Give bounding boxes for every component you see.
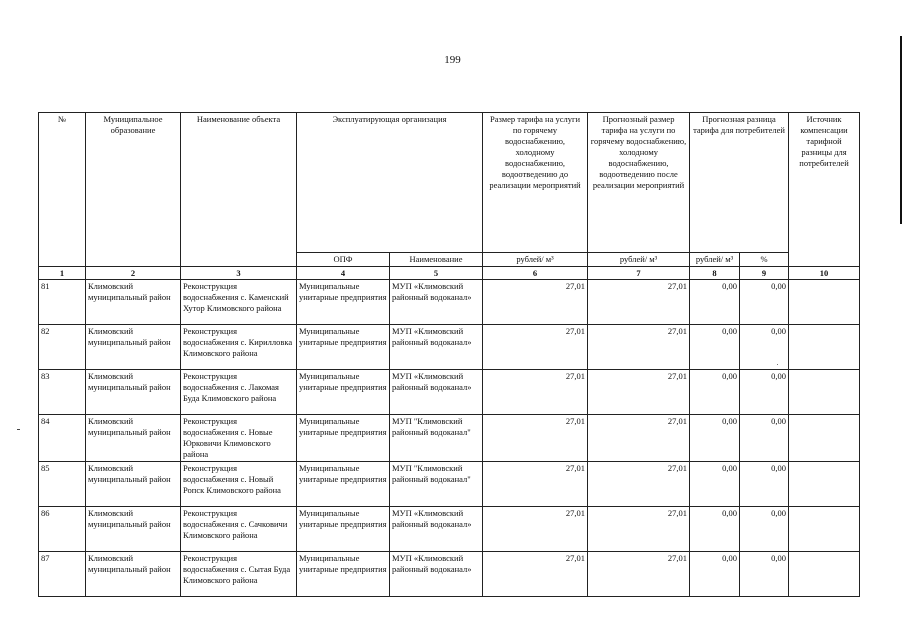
page-number: 199 [444,54,461,66]
cell-source [789,370,860,415]
cell-difference-percent: 0,00 [740,415,789,462]
cell-tariff-before: 27,01 [483,507,588,552]
cell-object: Реконструкция водоснабжения с. Сачковичи Климовского района [181,507,297,552]
cell-difference-percent: 0,00 [740,552,789,597]
table-row [39,370,860,415]
header-object: Наименование объекта [181,113,297,267]
cell-opf: Муниципальные унитарные предприятия [297,462,390,507]
cell-tariff-after: 27,01 [588,507,690,552]
subheader-unit-9: % [740,253,789,267]
cell-operator-name: МУП «Климовский районный водоканал» [390,325,483,370]
cell-source [789,552,860,597]
cell-tariff-after: 27,01 [588,325,690,370]
cell-difference-percent: 0,00 [740,462,789,507]
table-row [39,280,860,325]
cell-no: 86 [39,507,86,552]
cell-difference-percent: 0,00 [740,280,789,325]
cell-difference-percent: 0,00 [740,325,789,370]
subheader-unit-7: рублей/ м³ [588,253,690,267]
header-row [39,113,860,253]
cell-object: Реконструкция водоснабжения с. Новый Ропск Климовского района [181,462,297,507]
cell-object: Реконструкция водоснабжения с. Лакомая Буда Климовского района [181,370,297,415]
cell-municipality: Климовский муниципальный район [86,507,181,552]
tariff-table [38,112,860,597]
cell-source [789,415,860,462]
header-source: Источник компенсации тарифной разницы для потребителей [789,113,860,267]
table-row [39,552,860,597]
subheader-unit-6: рублей/ м³ [483,253,588,267]
cell-tariff-before: 27,01 [483,370,588,415]
cell-source [789,507,860,552]
header-municipality: Муниципальное образование [86,113,181,267]
cell-municipality: Климовский муниципальный район [86,415,181,462]
cell-difference: 0,00 [690,507,740,552]
cell-operator-name: МУП "Климовский районный водоканал" [390,415,483,462]
cell-difference: 0,00 [690,462,740,507]
table-row [39,415,860,462]
cell-tariff-after: 27,01 [588,415,690,462]
cell-operator-name: МУП «Климовский районный водоканал» [390,552,483,597]
cell-difference: 0,00 [690,325,740,370]
subheader-unit-8: рублей/ м³ [690,253,740,267]
cell-municipality: Климовский муниципальный район [86,280,181,325]
table-row [39,325,860,370]
cell-tariff-after: 27,01 [588,280,690,325]
cell-object: Реконструкция водоснабжения с. Сытая Буда Климовского района [181,552,297,597]
cell-opf: Муниципальные унитарные предприятия [297,415,390,462]
table-row [39,507,860,552]
column-number: 5 [390,267,483,280]
column-number: 3 [181,267,297,280]
cell-no: 82 [39,325,86,370]
cell-difference-percent: 0,00 [740,370,789,415]
cell-opf: Муниципальные унитарные предприятия [297,552,390,597]
cell-difference: 0,00 [690,552,740,597]
cell-opf: Муниципальные унитарные предприятия [297,507,390,552]
column-number: 9 [740,267,789,280]
cell-source [789,280,860,325]
column-number-row [39,267,860,280]
column-number: 10 [789,267,860,280]
cell-no: 83 [39,370,86,415]
cell-tariff-after: 27,01 [588,370,690,415]
cell-tariff-after: 27,01 [588,552,690,597]
scan-edge-mark [900,36,902,224]
cell-source [789,462,860,507]
cell-opf: Муниципальные унитарные предприятия [297,280,390,325]
cell-municipality: Климовский муниципальный район [86,462,181,507]
subheader-name: Наименование [390,253,483,267]
cell-opf: Муниципальные унитарные предприятия [297,325,390,370]
cell-no: 81 [39,280,86,325]
cell-tariff-before: 27,01 [483,415,588,462]
cell-object: Реконструкция водоснабжения с. Каменский Хутор Климовского района [181,280,297,325]
cell-operator-name: МУП «Климовский районный водоканал» [390,280,483,325]
scan-margin-dot [17,429,20,430]
cell-tariff-after: 27,01 [588,462,690,507]
cell-tariff-before: 27,01 [483,280,588,325]
cell-operator-name: МУП "Климовский районный водоканал" [390,462,483,507]
header-operator: Эксплуатирующая организация [297,113,483,253]
header-tariff-after: Прогнозный размер тарифа на услуги по горячему водоснабжению, холодному водоснабжению, водоотведению после реализации мероприятий [588,113,690,253]
cell-source [789,325,860,370]
header-no: № [39,113,86,267]
header-difference: Прогнозная разница тарифа для потребителей [690,113,789,253]
cell-no: 87 [39,552,86,597]
cell-tariff-before: 27,01 [483,552,588,597]
cell-difference-percent: 0,00 [740,507,789,552]
column-number: 2 [86,267,181,280]
cell-municipality: Климовский муниципальный район [86,370,181,415]
cell-municipality: Климовский муниципальный район [86,552,181,597]
cell-difference: 0,00 [690,415,740,462]
column-number: 4 [297,267,390,280]
cell-tariff-before: 27,01 [483,462,588,507]
cell-difference: 0,00 [690,370,740,415]
cell-object: Реконструкция водоснабжения с. Новые Юрковичи Климовского района [181,415,297,462]
cell-no: 84 [39,415,86,462]
cell-tariff-before: 27,01 [483,325,588,370]
column-number: 6 [483,267,588,280]
header-tariff-before: Размер тарифа на услуги по горячему водоснабжению, холодному водоснабжению, водоотведению до реализации мероприятий [483,113,588,253]
cell-operator-name: МУП «Климовский районный водоканал» [390,370,483,415]
table-row [39,462,860,507]
cell-object: Реконструкция водоснабжения с. Кирилловка Климовского района [181,325,297,370]
cell-opf: Муниципальные унитарные предприятия [297,370,390,415]
column-number: 8 [690,267,740,280]
cell-no: 85 [39,462,86,507]
column-number: 1 [39,267,86,280]
cell-municipality: Климовский муниципальный район [86,325,181,370]
cell-operator-name: МУП «Климовский районный водоканал» [390,507,483,552]
cell-difference: 0,00 [690,280,740,325]
column-number: 7 [588,267,690,280]
subheader-opf: ОПФ [297,253,390,267]
